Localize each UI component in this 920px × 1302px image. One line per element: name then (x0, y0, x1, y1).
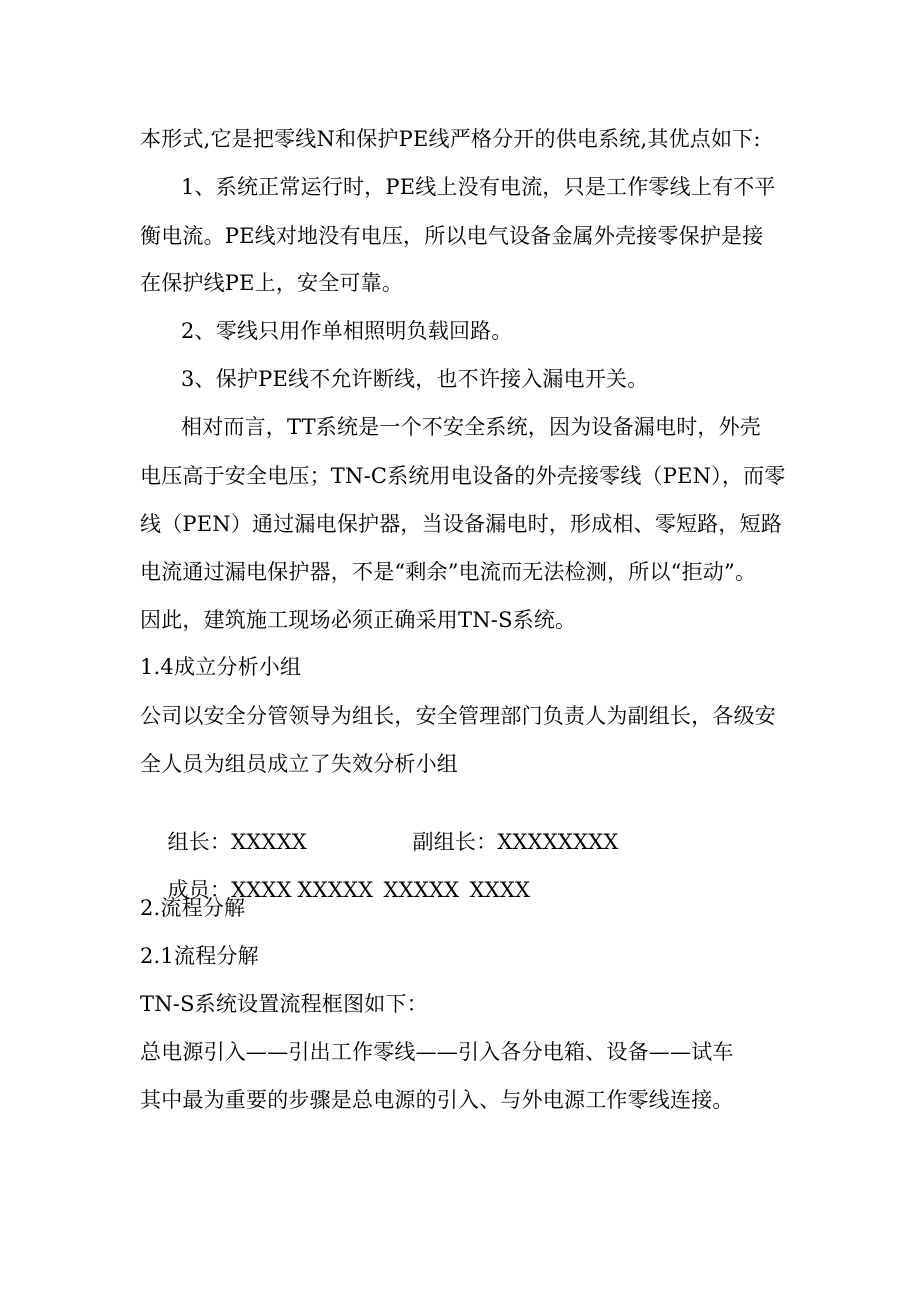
paragraph-comparison-line-4: 电流通过漏电保护器，不是“剩余”电流而无法检测，所以“拒动”。 (140, 560, 757, 584)
team-member-1: 成员：XXXX (167, 878, 292, 902)
list-item-1-line-2: 衡电流。PE线对地没有电压，所以电气设备金属外壳接零保护是接 (140, 224, 764, 248)
team-member-3: XXXXX (383, 878, 460, 902)
list-item-1-line-1: 1、系统正常运行时，PE线上没有电流，只是工作零线上有不平 (181, 175, 776, 199)
paragraph-team-line-1: 公司以安全分管领导为组长，安全管理部门负责人为副组长，各级安 (140, 704, 776, 728)
paragraph-key-step: 其中最为重要的步骤是总电源的引入、与外电源工作零线连接。 (140, 1088, 734, 1112)
flow-diagram-text: 总电源引入——引出工作零线——引入各分电箱、设备——试车 (140, 1040, 734, 1064)
paragraph-comparison-line-1: 相对而言，TT系统是一个不安全系统，因为设备漏电时，外壳 (181, 415, 762, 439)
list-item-3: 3、保护PE线不允许断线，也不许接入漏电开关。 (181, 367, 649, 391)
list-item-1-line-3: 在保护线PE上，安全可靠。 (140, 271, 404, 295)
team-leader: 组长：XXXXX (167, 830, 307, 854)
team-deputy-leader: 副组长：XXXXXXXX (412, 830, 619, 854)
paragraph-intro: 本形式,它是把零线N和保护PE线严格分开的供电系统,其优点如下: (140, 127, 761, 151)
paragraph-comparison-line-2: 电压高于安全电压；TN-C系统用电设备的外壳接零线（PEN），而零 (140, 464, 786, 488)
team-member-2: XXXXX (297, 878, 374, 902)
team-member-4: XXXX (469, 878, 531, 902)
section-heading-1-4: 1.4成立分析小组 (140, 655, 302, 679)
list-item-2: 2、零线只用作单相照明负载回路。 (181, 319, 513, 343)
paragraph-team-line-2: 全人员为组员成立了失效分析小组 (140, 752, 458, 776)
paragraph-comparison-line-3: 线（PEN）通过漏电保护器，当设备漏电时，形成相、零短路，短路 (140, 512, 783, 536)
section-heading-2: 2.流程分解 (140, 896, 246, 920)
paragraph-comparison-line-5: 因此，建筑施工现场必须正确采用TN-S系统。 (140, 608, 577, 632)
section-heading-2-1: 2.1流程分解 (140, 944, 259, 968)
paragraph-flow-intro: TN-S系统设置流程框图如下： (140, 992, 428, 1016)
